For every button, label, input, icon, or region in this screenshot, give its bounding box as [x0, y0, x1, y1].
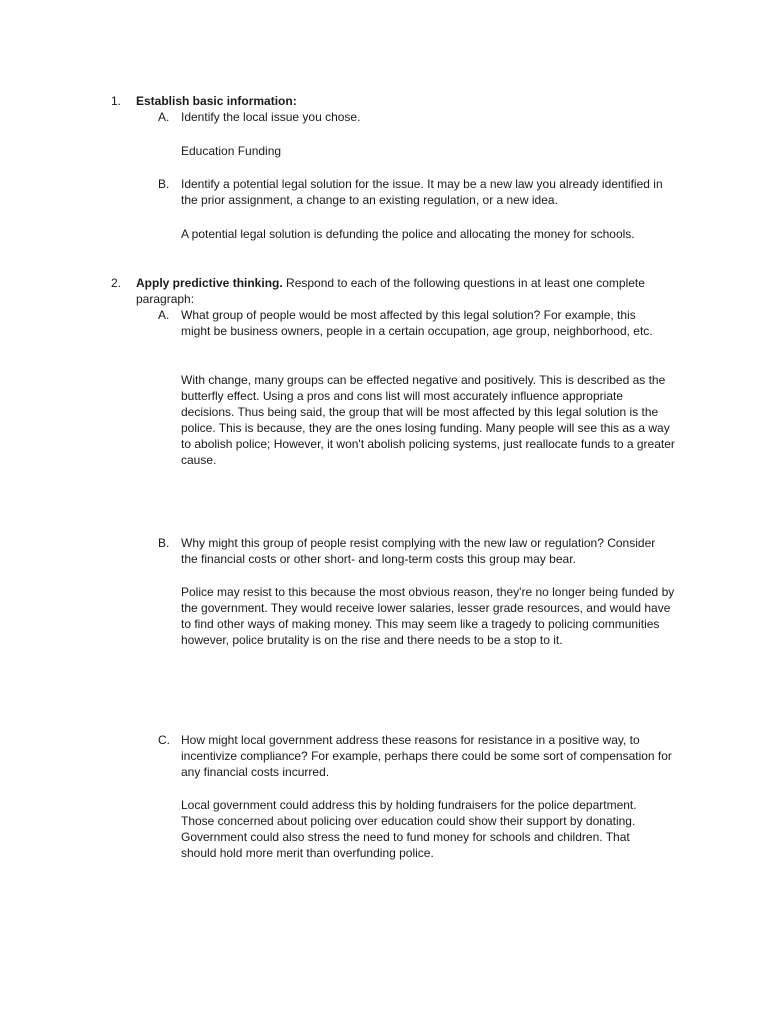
section-2-heading [136, 275, 656, 307]
item-1a-question: Identify the local issue you chose. [181, 110, 361, 124]
item-2a-letter: A. [158, 308, 170, 322]
item-2b-letter: B. [158, 536, 170, 550]
item-2c-letter: C. [158, 733, 170, 747]
item-1b-letter: B. [158, 177, 170, 191]
item-2a-answer: With change, many groups can be effected negative and positively. This is described as the butterfly effect. Using a pros and cons list will most accurately influence appropriate decisions. Thus being said, the group that will be most affected by this legal solution is the police. This is because, they are the ones losing funding. Many people will see this as a way to abolish police; However, it won't abolish policing systems, just reallocate funds to a greater cause. [181, 373, 675, 467]
section-2-number: 2. [111, 276, 122, 290]
item-2c-answer: Local government could address this by holding fundraisers for the police department. Those concerned about policing over education could show their support by donating. Government could also stress the need to fund money for schools and children. That should hold more merit than overfunding police. [181, 798, 637, 860]
item-2b-answer: Police may resist to this because the most obvious reason, they're no longer being funded by the government. They would receive lower salaries, lesser grade resources, and would have to find other ways of making money. This may seem like a tragedy to policing communities however, police brutality is on the rise and there needs to be a stop to it. [181, 585, 675, 647]
section-2-intro: Respond to each of the following questions in at least one complete paragraph: [136, 276, 645, 306]
item-1a-letter: A. [158, 110, 170, 124]
section-2-title: Apply predictive thinking. [136, 276, 283, 290]
section-1-title: Establish basic information: [136, 94, 297, 108]
item-1b-answer: A potential legal solution is defunding the police and allocating the money for schools. [181, 227, 635, 241]
item-2c-question: How might local government address these reasons for resistance in a positive way, to incentivize compliance? For example, perhaps there could be some sort of compensation for any financial costs incurred. [181, 733, 672, 779]
item-2a-question: What group of people would be most affected by this legal solution? For example, this might be business owners, people in a certain occupation, age group, neighborhood, etc. [181, 308, 653, 338]
section-1-number: 1. [111, 94, 122, 108]
item-1b-question: Identify a potential legal solution for the issue. It may be a new law you already identified in the prior assignment, a change to an existing regulation, or a new idea. [181, 177, 663, 207]
item-2b-question: Why might this group of people resist complying with the new law or regulation? Consider the financial costs or other short- and long-term costs this group may bear. [181, 536, 656, 566]
item-1a-answer: Education Funding [181, 144, 282, 158]
